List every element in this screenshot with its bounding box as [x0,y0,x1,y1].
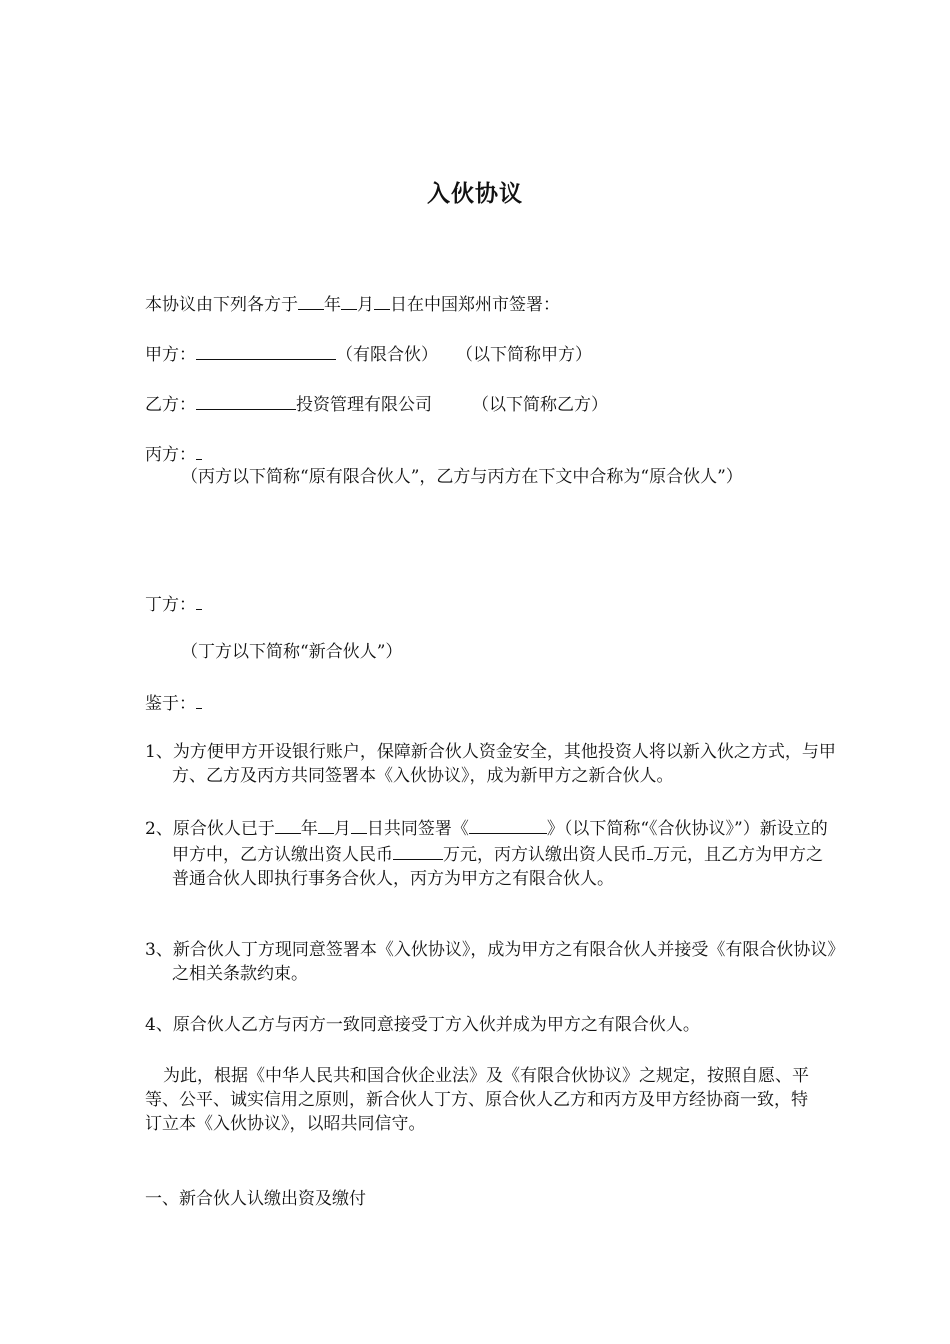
year-blank [298,291,324,310]
whereas-label: 鉴于： [145,694,196,714]
party-b-alias: （以下简称乙方） [472,395,608,415]
whereas-line [145,690,810,716]
intro-line [145,291,810,317]
party-a-name-blank [196,341,336,360]
party-c-line [145,441,810,467]
closing-paragraph: 为此，根据《中华人民共和国合伙企业法》及《有限合伙协议》之规定，按照自愿、平等、公平、诚实信用之原则，新合伙人丁方、原合伙人乙方和丙方及甲方经协商一致，特订立本《入伙协议》，以昭共同信守。 [145,1066,809,1134]
clause-2-amount-b-blank [393,841,443,860]
party-b-label: 乙方： [145,395,196,415]
intro-day-suffix: 日在中国郑州市签署： [390,295,560,315]
party-a-label: 甲方： [145,345,196,365]
party-c-alias: （丙方以下简称“原有限合伙人”，乙方与丙方在下文中合称为“原合伙人”） [181,467,743,487]
document-title: 入伙协议 [427,180,523,207]
whereas-blank [196,690,202,709]
clause-2 [145,815,837,891]
party-d-line [145,591,810,617]
clause-2-month: 月 [333,819,351,839]
party-a-line [145,341,810,367]
clause-2-day-blank [351,815,367,834]
clause-1: 1、为方便甲方开设银行账户，保障新合伙人资金安全，其他投资人将以新入伙之方式，与甲方、乙方及丙方共同签署本《入伙协议》，成为新甲方之新合伙人。 [145,742,836,786]
party-b-name: 投资管理有限公司 [296,395,432,415]
party-d-alias: （丁方以下简称“新合伙人”） [181,642,403,662]
party-c-name-blank [196,441,202,460]
clause-2-year: 年 [300,819,318,839]
clause-3: 3、新合伙人丁方现同意签署本《入伙协议》，成为甲方之有限合伙人并接受《有限合伙协议》之相关条款约束。 [145,940,836,984]
party-b-line [145,391,810,417]
clause-2-part-f: 万元，丙方认缴出资人民币 [443,845,647,865]
party-a-alias: （以下简称甲方） [456,345,592,365]
clause-2-year-blank [275,815,301,834]
clause-2-part-a: 2、原合伙人已于 [145,819,275,839]
section-1-heading: 一、新合伙人认缴出资及缴付 [145,1189,366,1209]
intro-prefix: 本协议由下列各方于 [145,295,298,315]
clause-2-part-e: 》（以下简称“《合伙协议》”）新设立的甲方中，乙方认缴出资人民币 [172,819,828,865]
clause-2-agreement-blank [469,815,547,834]
clause-4: 4、原合伙人乙方与丙方一致同意接受丁方入伙并成为甲方之有限合伙人。 [145,1015,700,1035]
intro-year: 年 [324,295,341,315]
party-a-type: （有限合伙） [336,345,438,365]
party-d-label: 丁方： [145,595,196,615]
clause-2-part-d: 日共同签署《 [366,819,469,839]
clause-2-part-g: 万元，且乙方为甲方之普通合伙人即执行事务合伙人，丙方为甲方之有限合伙人。 [172,845,823,889]
intro-month: 月 [357,295,374,315]
party-d-name-blank [196,591,202,610]
party-b-name-blank [196,391,296,410]
party-c-label: 丙方： [145,445,196,465]
day-blank [374,291,390,310]
month-blank [341,291,357,310]
clause-2-month-blank [318,815,334,834]
